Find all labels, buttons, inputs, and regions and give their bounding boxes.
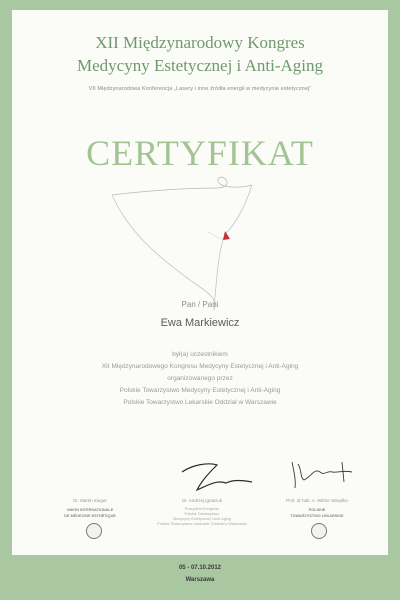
body-line-2: XII Międzynarodowego Kongresu Medycyny Estetycznej i Anti-Aging <box>101 363 299 370</box>
uime-logo-icon <box>86 523 102 539</box>
center-sub-3: Medycyny Estetycznej i Anti-Aging <box>173 517 231 521</box>
signatory-center: Dr. Andrzej Ignaciuk <box>181 498 223 503</box>
right-org-1: POLSKIE <box>308 508 326 512</box>
signatory-left: Dr. Martin Kluger <box>73 498 107 503</box>
body-line-5: Polskie Towarzystwo Lekarskie Oddział w Warszawie <box>123 399 277 406</box>
certificate-title: CERTYFIKAT <box>86 133 314 173</box>
center-sub-4: Polskie Towarzystwo Lekarskie Oddział w Warszawie <box>157 522 247 526</box>
signatures <box>12 10 388 555</box>
event-date: 05 - 07.10.2012 <box>178 565 222 571</box>
right-org-2: TOWARZYSTWO LEKARSKIE <box>290 514 344 518</box>
center-sub-1: Prezydent Kongresu <box>184 507 220 511</box>
header-subtitle: VII Międzynarodowa Konferencja „Lasery i inne źródła energii w medycynie estetycznej” <box>88 86 312 92</box>
salutation: Pan / Pani <box>181 300 219 309</box>
ptl-logo-icon <box>311 523 327 539</box>
certificate-sheet <box>12 10 388 555</box>
center-sub-2: Polskie Towarzystwo <box>184 512 220 516</box>
header-title-line2: Medycyny Estetycznej i Anti-Aging <box>77 56 323 75</box>
left-org-1: UNION INTERNATIONALE <box>66 508 114 512</box>
body-line-4: Polskie Towarzystwo Medycyny Estetycznej i Anti-Aging <box>119 387 281 394</box>
body-line-3: organizowanego przez <box>167 375 233 382</box>
signatory-right: Prof. dr hab. n. Wiktor Wasyłko <box>286 498 348 503</box>
body-line-1: był(a) uczestnikiem <box>172 351 228 358</box>
recipient-name: Ewa Markiewicz <box>160 317 240 329</box>
signature-ignaciuk <box>182 464 252 490</box>
signature-wasylko <box>292 462 352 488</box>
header-title-line1: XII Międzynarodowy Kongres <box>95 33 305 52</box>
left-org-2: DE MÉDECINE ESTHÉTIQUE <box>64 514 116 518</box>
event-city: Warszawa <box>185 577 215 583</box>
